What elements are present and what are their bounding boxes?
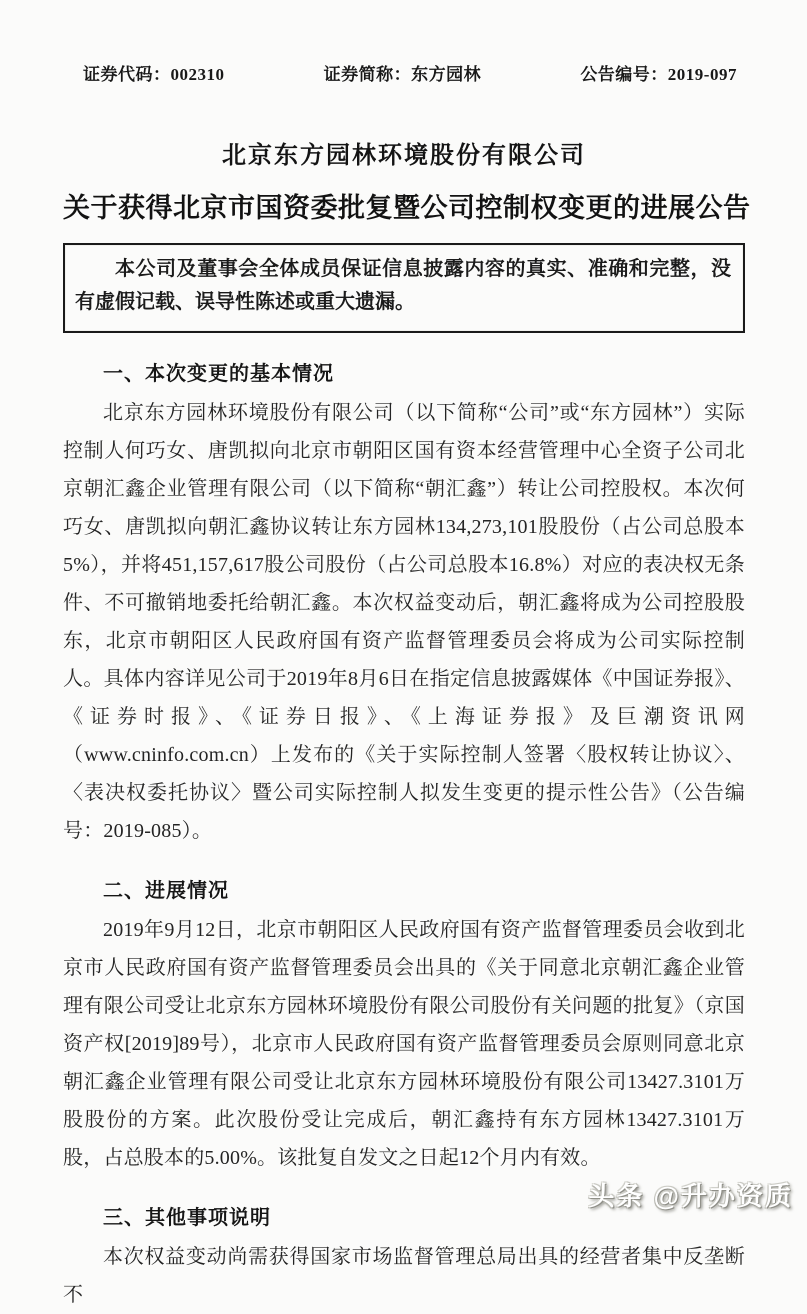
toutiao-watermark: 头条 @升办资质 (588, 1181, 793, 1211)
section-2-paragraph: 2019年9月12日，北京市朝阳区人民政府国有资产监督管理委员会收到北京市人民政府国有资产监督管理委员会出具的《关于同意北京朝汇鑫企业管理有限公司受让北京东方园林环境股份有限公司股份有关问题的批复》（京国资产权[2019]89号），北京市人民政府国有资产监督管理委员会原则同意北京朝汇鑫企业管理有限公司受让北京东方园林环境股份有限公司13427.3101万股股份的方案。此次股份受让完成后，朝汇鑫持有东方园林13427.3101万股，占总股本的5.00%。该批复自发文之日起12个月内有效。 (63, 919, 745, 1169)
announcement-number: 公告编号：2019-097 (580, 65, 737, 84)
disclaimer-box: 本公司及董事会全体成员保证信息披露内容的真实、准确和完整，没有虚假记载、误导性陈述或重大遗漏。 (63, 243, 745, 333)
stock-short-name: 证券简称：东方园林 (323, 65, 482, 84)
stock-code: 证券代码：002310 (83, 65, 225, 84)
section-2-heading: 二、进展情况 (103, 880, 229, 902)
announcement-title: 关于获得北京市国资委批复暨公司控制权变更的进展公告 (63, 193, 751, 223)
section-other-matters (63, 1201, 745, 1314)
company-name-title: 北京东方园林环境股份有限公司 (222, 142, 586, 169)
section-progress (63, 874, 745, 1177)
section-1-paragraph: 北京东方园林环境股份有限公司（以下简称“公司”或“东方园林”）实际控制人何巧女、唐凯拟向北京市朝阳区国有资本经营管理中心全资子公司北京朝汇鑫企业管理有限公司（以下简称“朝汇鑫”）转让公司控股权。本次何巧女、唐凯拟向朝汇鑫协议转让东方园林134,273,101股股份（占公司总股本5%），并将451,157,617股公司股份（占公司总股本16.8%）对应的表决权无条件、不可撤销地委托给朝汇鑫。本次权益变动后，朝汇鑫将成为公司控股股东，北京市朝阳区人民政府国有资产监督管理委员会将成为公司实际控制人。具体内容详见公司于2019年8月6日在指定信息披露媒体《中国证券报》、《证券时报》、《证券日报》、《上海证券报》及巨潮资讯网（www.cninfo.com.cn）上发布的《关于实际控制人签署〈股权转让协议〉、〈表决权委托协议〉暨公司实际控制人拟发生变更的提示性公告》（公告编号：2019-085）。 (63, 402, 745, 842)
document-meta-row (63, 60, 745, 85)
section-1-heading: 一、本次变更的基本情况 (103, 363, 334, 385)
section-basic-situation (63, 357, 745, 850)
section-3-heading: 三、其他事项说明 (103, 1207, 271, 1229)
section-3-paragraph: 本次权益变动尚需获得国家市场监督管理总局出具的经营者集中反垄断不 (63, 1246, 745, 1306)
